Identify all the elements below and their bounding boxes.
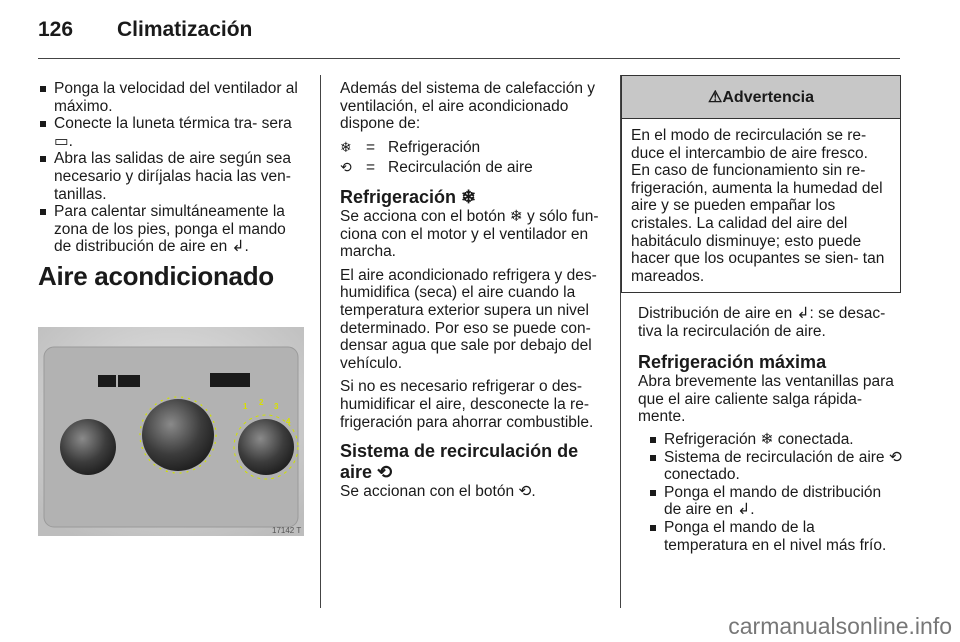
- list-item: Ponga el mando de la temperatura en el nivel más frío.: [648, 519, 902, 554]
- panel-number: 2: [259, 398, 264, 407]
- list-item: Refrigeración ❄ conectada.: [648, 431, 902, 449]
- paragraph: El aire acondicionado refrigera y des- humidifica (seca) el aire cuando la temperatura exterior supera un nivel determinado. Por eso se puede con- densar agua que sale por debajo del vehículo.: [340, 266, 597, 372]
- section-title: Climatización: [117, 18, 253, 41]
- figure-code: 17142 T: [272, 526, 302, 535]
- equals-sign: =: [366, 159, 376, 177]
- paragraph: Si no es necesario refrigerar o des- humidificar el aire, desconecte la re- frigeración para ahorrar combustible.: [340, 378, 594, 431]
- climate-panel-figure: [38, 327, 304, 536]
- climate-panel-illustration: [38, 327, 304, 536]
- snowflake-icon: ❄: [340, 138, 352, 155]
- recirculation-heading: Sistema de recirculación de aire ⟲: [340, 441, 579, 483]
- list-item: Ponga la velocidad del ventilador al máximo.: [38, 80, 304, 115]
- refrigeration-heading: Refrigeración ❄: [340, 186, 477, 207]
- intro-paragraph: Además del sistema de calefacción y ventilación, el aire acondicionado dispone de:: [340, 80, 596, 133]
- paragraph: Distribución de aire en ↲: se desac- tiva la recirculación de aire.: [638, 305, 886, 340]
- middle-column: [340, 80, 606, 501]
- ac-button: [98, 375, 116, 387]
- fan-knob: [60, 419, 116, 475]
- paragraph: Abra brevemente las ventanillas para que el aire caliente salga rápida- mente.: [638, 373, 894, 426]
- equals-sign: =: [366, 138, 376, 156]
- header-rule: [38, 58, 900, 59]
- rear-defrost-button: [210, 373, 250, 387]
- paragraph: Se accionan con el botón ⟲.: [340, 483, 536, 501]
- list-item: Sistema de recirculación de aire ⟲ conectado.: [648, 449, 902, 484]
- panel-number: 4: [286, 417, 291, 426]
- list-item: Conecte la luneta térmica tra- sera ▭.: [38, 115, 304, 150]
- list-item: Ponga el mando de distribución de aire en ↲.: [648, 484, 902, 519]
- right-column: [638, 305, 902, 554]
- definition-row: [340, 159, 606, 177]
- page-number: 126: [38, 18, 74, 41]
- temperature-knob: [238, 419, 294, 475]
- panel-number: 1: [243, 402, 248, 411]
- list-item: Para calentar simultáneamente la zona de los pies, ponga el mando de distribución de aire en ↲.: [38, 203, 304, 256]
- warning-text: En el modo de recirculación se re- duce el intercambio de aire fresco. En caso de funcionamiento sin re- frigeración, aumenta la humedad del aire y se pueden empañar los cristales. La calidad del aire del habitáculo disminuye; esto puede hacer que los ocupantes se sien- tan mareados.: [631, 127, 885, 285]
- left-column: [38, 80, 304, 291]
- recirculation-icon: ⟲: [340, 159, 352, 176]
- warning-title: ⚠Advertencia: [622, 76, 900, 119]
- definition-row: [340, 139, 606, 157]
- list-item: Abra las salidas de aire según sea necesario y diríjalas hacia las ven- tanillas.: [38, 150, 304, 203]
- section-heading: Aire acondicionado: [38, 260, 274, 291]
- warning-box: [621, 75, 901, 293]
- definition-text: Refrigeración: [388, 138, 481, 156]
- max-cooling-heading: Refrigeración máxima: [638, 352, 827, 373]
- definition-text: Recirculación de aire: [388, 159, 533, 177]
- column-divider-1: [320, 75, 321, 608]
- panel-number: 3: [274, 402, 279, 411]
- paragraph: Se acciona con el botón ❄ y sólo fun- ciona con el motor y el ventilador en marcha.: [340, 207, 599, 261]
- recirc-button: [118, 375, 140, 387]
- distribution-knob: [142, 399, 214, 471]
- watermark: carmanualsonline.info: [728, 613, 952, 639]
